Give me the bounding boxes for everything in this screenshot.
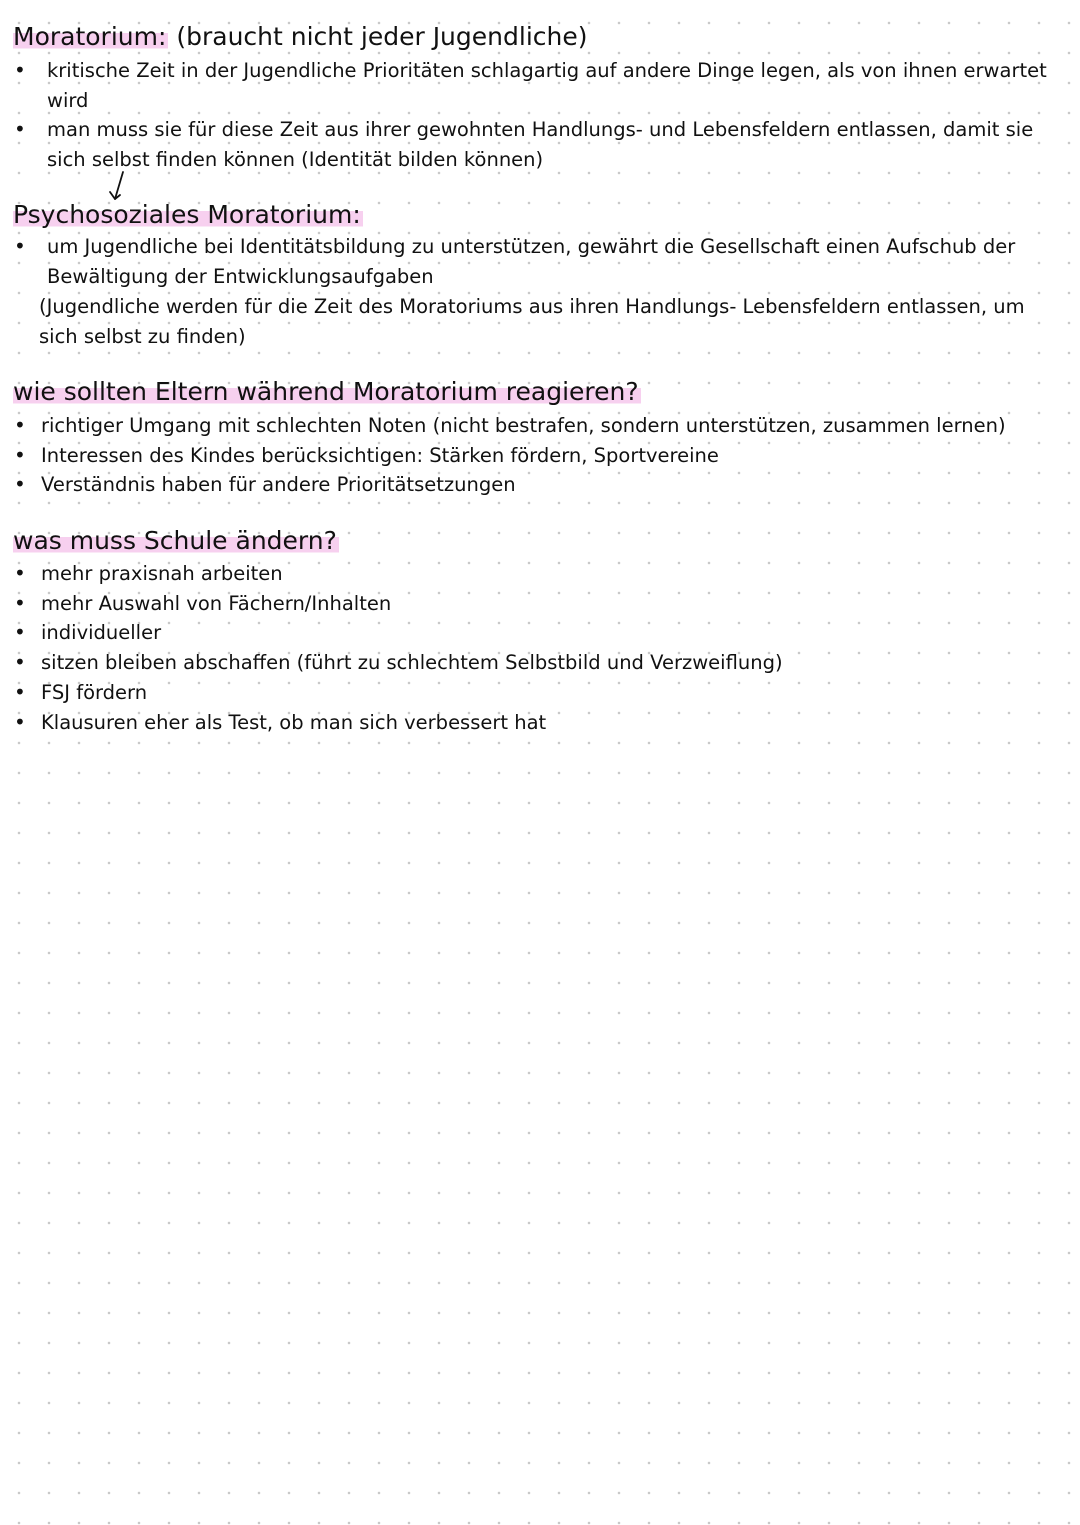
list-item: [14, 411, 1061, 441]
schule-list: [14, 559, 1061, 737]
bullet-icon: •: [14, 58, 26, 82]
bullet-icon: •: [14, 650, 26, 675]
list-item: [14, 56, 1057, 115]
list-item: [14, 678, 1061, 708]
bullet-icon: •: [14, 561, 26, 585]
bullet-icon: •: [14, 234, 26, 258]
heading-eltern-highlight: wie sollten Eltern während Moratorium reagieren?: [13, 377, 639, 406]
list-item-text: um Jugendliche bei Identitätsbildung zu unterstützen, gewährt die Gesellschaft einen Aufschub der Bewältigung der Entwicklungsaufgaben: [47, 235, 1016, 288]
list-item-text: FSJ fördern: [41, 680, 148, 704]
bullet-icon: •: [14, 620, 26, 645]
heading-schule: [13, 526, 339, 556]
list-item-text: man muss sie für diese Zeit aus ihrer gewohnten Handlungs- und Lebensfeldern entlassen, damit sie sich selbst finden können (Identität bilden können): [47, 118, 1034, 172]
heading-schule-highlight: was muss Schule ändern?: [13, 526, 337, 555]
heading-psychosoziales-highlight: Psychosoziales Moratorium:: [13, 200, 361, 229]
psychosoziales-note: (Jugendliche werden für die Zeit des Moratoriums aus ihren Handlungs- Lebensfeldern entlassen, um sich selbst zu finden): [39, 295, 1025, 348]
heading-eltern: [13, 377, 641, 407]
bullet-icon: •: [14, 117, 26, 142]
psychosoziales-list: [14, 232, 1047, 291]
list-item-text: sitzen bleiben abschaffen (führt zu schlechtem Selbstbild und Verzweiflung): [41, 651, 783, 675]
down-arrow-icon: [107, 170, 131, 204]
eltern-list: [14, 411, 1061, 500]
list-item-text: mehr Auswahl von Fächern/Inhalten: [41, 591, 392, 615]
bullet-icon: •: [14, 709, 26, 734]
heading-moratorium-highlight: Moratorium:: [13, 22, 167, 51]
bullet-icon: •: [14, 472, 26, 497]
list-item-text: Interessen des Kindes berücksichtigen: Stärken fördern, Sportvereine: [41, 443, 719, 467]
list-item-text: richtiger Umgang mit schlechten Noten (nicht bestrafen, sondern unterstützen, zusammen lernen): [41, 414, 1006, 437]
list-item: [14, 115, 1057, 174]
list-item-text: mehr praxisnah arbeiten: [41, 562, 283, 585]
list-item-text: Klausuren eher als Test, ob man sich verbessert hat: [41, 710, 547, 734]
list-item-text: individueller: [41, 621, 162, 645]
list-item: [14, 618, 1061, 648]
list-item: [14, 470, 1061, 500]
heading-moratorium-suffix: (braucht nicht jeder Jugendliche): [168, 22, 588, 51]
list-item: [14, 232, 1047, 291]
list-item: [14, 708, 1061, 738]
list-item-text: Verständnis haben für andere Prioritätsetzungen: [41, 473, 516, 497]
bullet-icon: •: [14, 590, 26, 615]
heading-moratorium: [13, 22, 588, 52]
list-item-text: kritische Zeit in der Jugendliche Prioritäten schlagartig auf andere Dinge legen, als von ihnen erwartet wird: [47, 59, 1047, 112]
bullet-icon: •: [14, 679, 26, 704]
list-item: [14, 589, 1061, 619]
list-item: [14, 441, 1061, 471]
bullet-icon: •: [14, 413, 26, 437]
moratorium-list: [14, 56, 1057, 175]
heading-psychosoziales-moratorium: [13, 200, 363, 230]
bullet-icon: •: [14, 442, 26, 467]
list-item: [14, 559, 1061, 589]
list-item: [14, 648, 1061, 678]
